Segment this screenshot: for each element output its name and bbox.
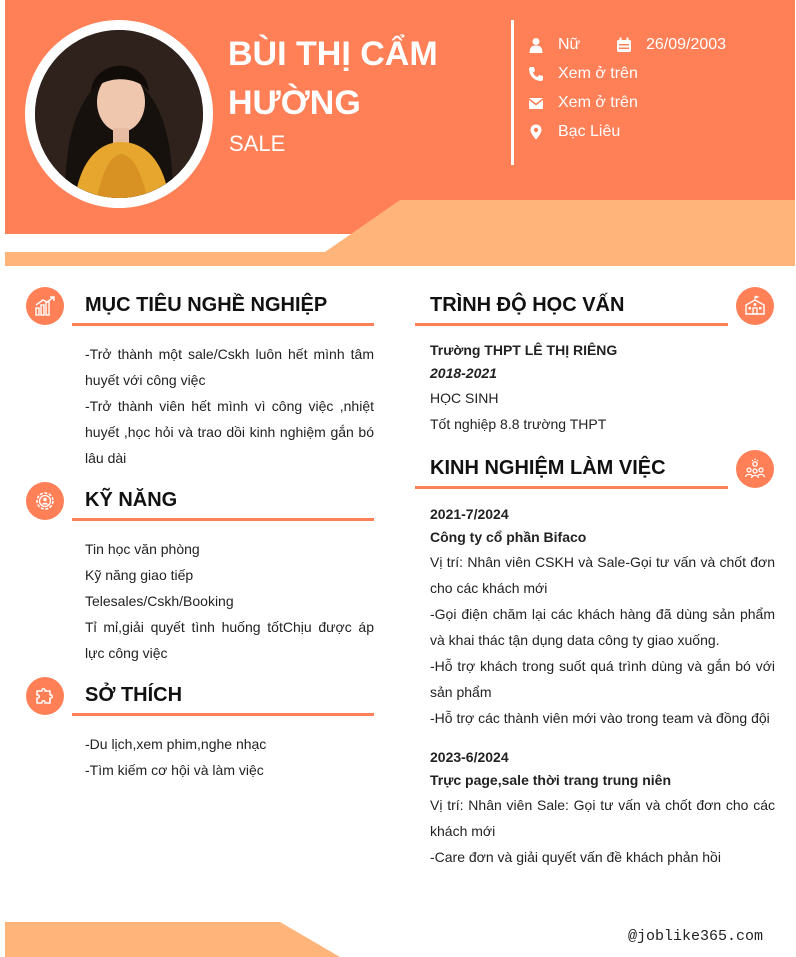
objective-heading: MỤC TIÊU NGHỀ NGHIỆP bbox=[85, 294, 328, 316]
skill-item: Telesales/Cskh/Booking bbox=[85, 593, 234, 609]
skill-item: Kỹ năng giao tiếp bbox=[85, 567, 194, 583]
education-rule bbox=[415, 323, 728, 326]
skills-rule bbox=[72, 518, 374, 521]
footer-watermark: @joblike365.com bbox=[628, 928, 764, 945]
school-building-icon bbox=[736, 287, 774, 325]
job-company: Công ty cổ phần Bifaco bbox=[430, 529, 587, 545]
email-row bbox=[528, 94, 638, 112]
school-name: Trường THPT LÊ THỊ RIÊNG bbox=[430, 342, 618, 358]
experience-rule bbox=[415, 486, 728, 489]
team-icon bbox=[736, 450, 774, 488]
job-title: SALE bbox=[229, 131, 286, 156]
location-row bbox=[528, 123, 620, 141]
hobbies-list bbox=[85, 731, 374, 783]
gear-person-icon bbox=[26, 482, 64, 520]
person-icon bbox=[528, 37, 544, 53]
full-name: BÙI THỊ CẨM HƯỜNG bbox=[228, 35, 438, 122]
email-value: Xem ở trên bbox=[558, 94, 638, 111]
job-period: 2021-7/2024 bbox=[430, 506, 509, 522]
job-line: -Gọi điện chăm lại các khách hàng đã dùng sản phẩm và khai thác tận dụng data công ty giao xuống. bbox=[430, 606, 775, 648]
job-line: -Hỗ trợ các thành viên mới vào trong team và đồng đội bbox=[430, 710, 770, 726]
job-entry bbox=[430, 746, 775, 870]
education-heading: TRÌNH ĐỘ HỌC VẤN bbox=[430, 294, 625, 316]
objective-rule bbox=[72, 323, 374, 326]
job-period: 2023-6/2024 bbox=[430, 749, 509, 765]
birthday-value: 26/09/2003 bbox=[646, 36, 727, 53]
hobby-item: -Tìm kiếm cơ hội và làm việc bbox=[85, 762, 264, 778]
skills-list bbox=[85, 536, 374, 666]
job-line: -Care đơn và giải quyết vấn đề khách phản hồi bbox=[430, 849, 721, 865]
avatar bbox=[35, 30, 203, 198]
experience-heading: KINH NGHIỆM LÀM VIỆC bbox=[430, 457, 666, 479]
education-block bbox=[430, 339, 775, 437]
location-pin-icon bbox=[528, 124, 544, 140]
puzzle-icon bbox=[26, 677, 64, 715]
school-period: 2018-2021 bbox=[430, 365, 497, 381]
hobby-item: -Du lịch,xem phim,nghe nhạc bbox=[85, 736, 267, 752]
calendar-icon bbox=[616, 37, 632, 53]
phone-icon bbox=[528, 66, 544, 82]
footer-decoration bbox=[5, 922, 345, 957]
hobbies-rule bbox=[72, 713, 374, 716]
job-entry bbox=[430, 503, 775, 731]
location-value: Bạc Liêu bbox=[558, 123, 621, 140]
skill-item: Tin học văn phòng bbox=[85, 541, 200, 557]
growth-chart-icon bbox=[26, 287, 64, 325]
email-icon bbox=[528, 95, 544, 111]
hobbies-heading: SỞ THÍCH bbox=[85, 684, 183, 706]
gender-row bbox=[528, 36, 580, 54]
header-divider bbox=[511, 20, 514, 165]
skills-heading: KỸ NĂNG bbox=[85, 489, 178, 511]
job-line: Vị trí: Nhân viên Sale: Gọi tư vấn và chốt đơn cho các khách mới bbox=[430, 797, 775, 839]
objective-text bbox=[85, 341, 374, 471]
objective-line: -Trở thành một sale/Cskh luôn hết mình tâm huyết với công việc bbox=[85, 346, 374, 388]
birthday-row bbox=[616, 36, 726, 54]
job-company: Trực page,sale thời trang trung niên bbox=[430, 772, 672, 788]
objective-line: -Trở thành viên hết mình vì công việc ,nhiệt huyết ,học hỏi và trao dồi kinh nghiệm gắn bó lâu dài bbox=[85, 398, 374, 466]
phone-value: Xem ở trên bbox=[558, 65, 638, 82]
job-line: Vị trí: Nhân viên CSKH và Sale-Gọi tư vấn và chốt đơn cho các khách mới bbox=[430, 554, 775, 596]
school-major: HỌC SINH bbox=[430, 390, 499, 406]
job-line: -Hỗ trợ khách trong suốt quá trình dùng và gắn bó với sản phẩm bbox=[430, 658, 775, 700]
gender-value: Nữ bbox=[558, 36, 581, 53]
phone-row bbox=[528, 65, 638, 83]
school-note: Tốt nghiệp 8.8 trường THPT bbox=[430, 416, 607, 432]
skill-item: Tỉ mỉ,giải quyết tình huống tốtChịu được áp lực công việc bbox=[85, 619, 374, 661]
